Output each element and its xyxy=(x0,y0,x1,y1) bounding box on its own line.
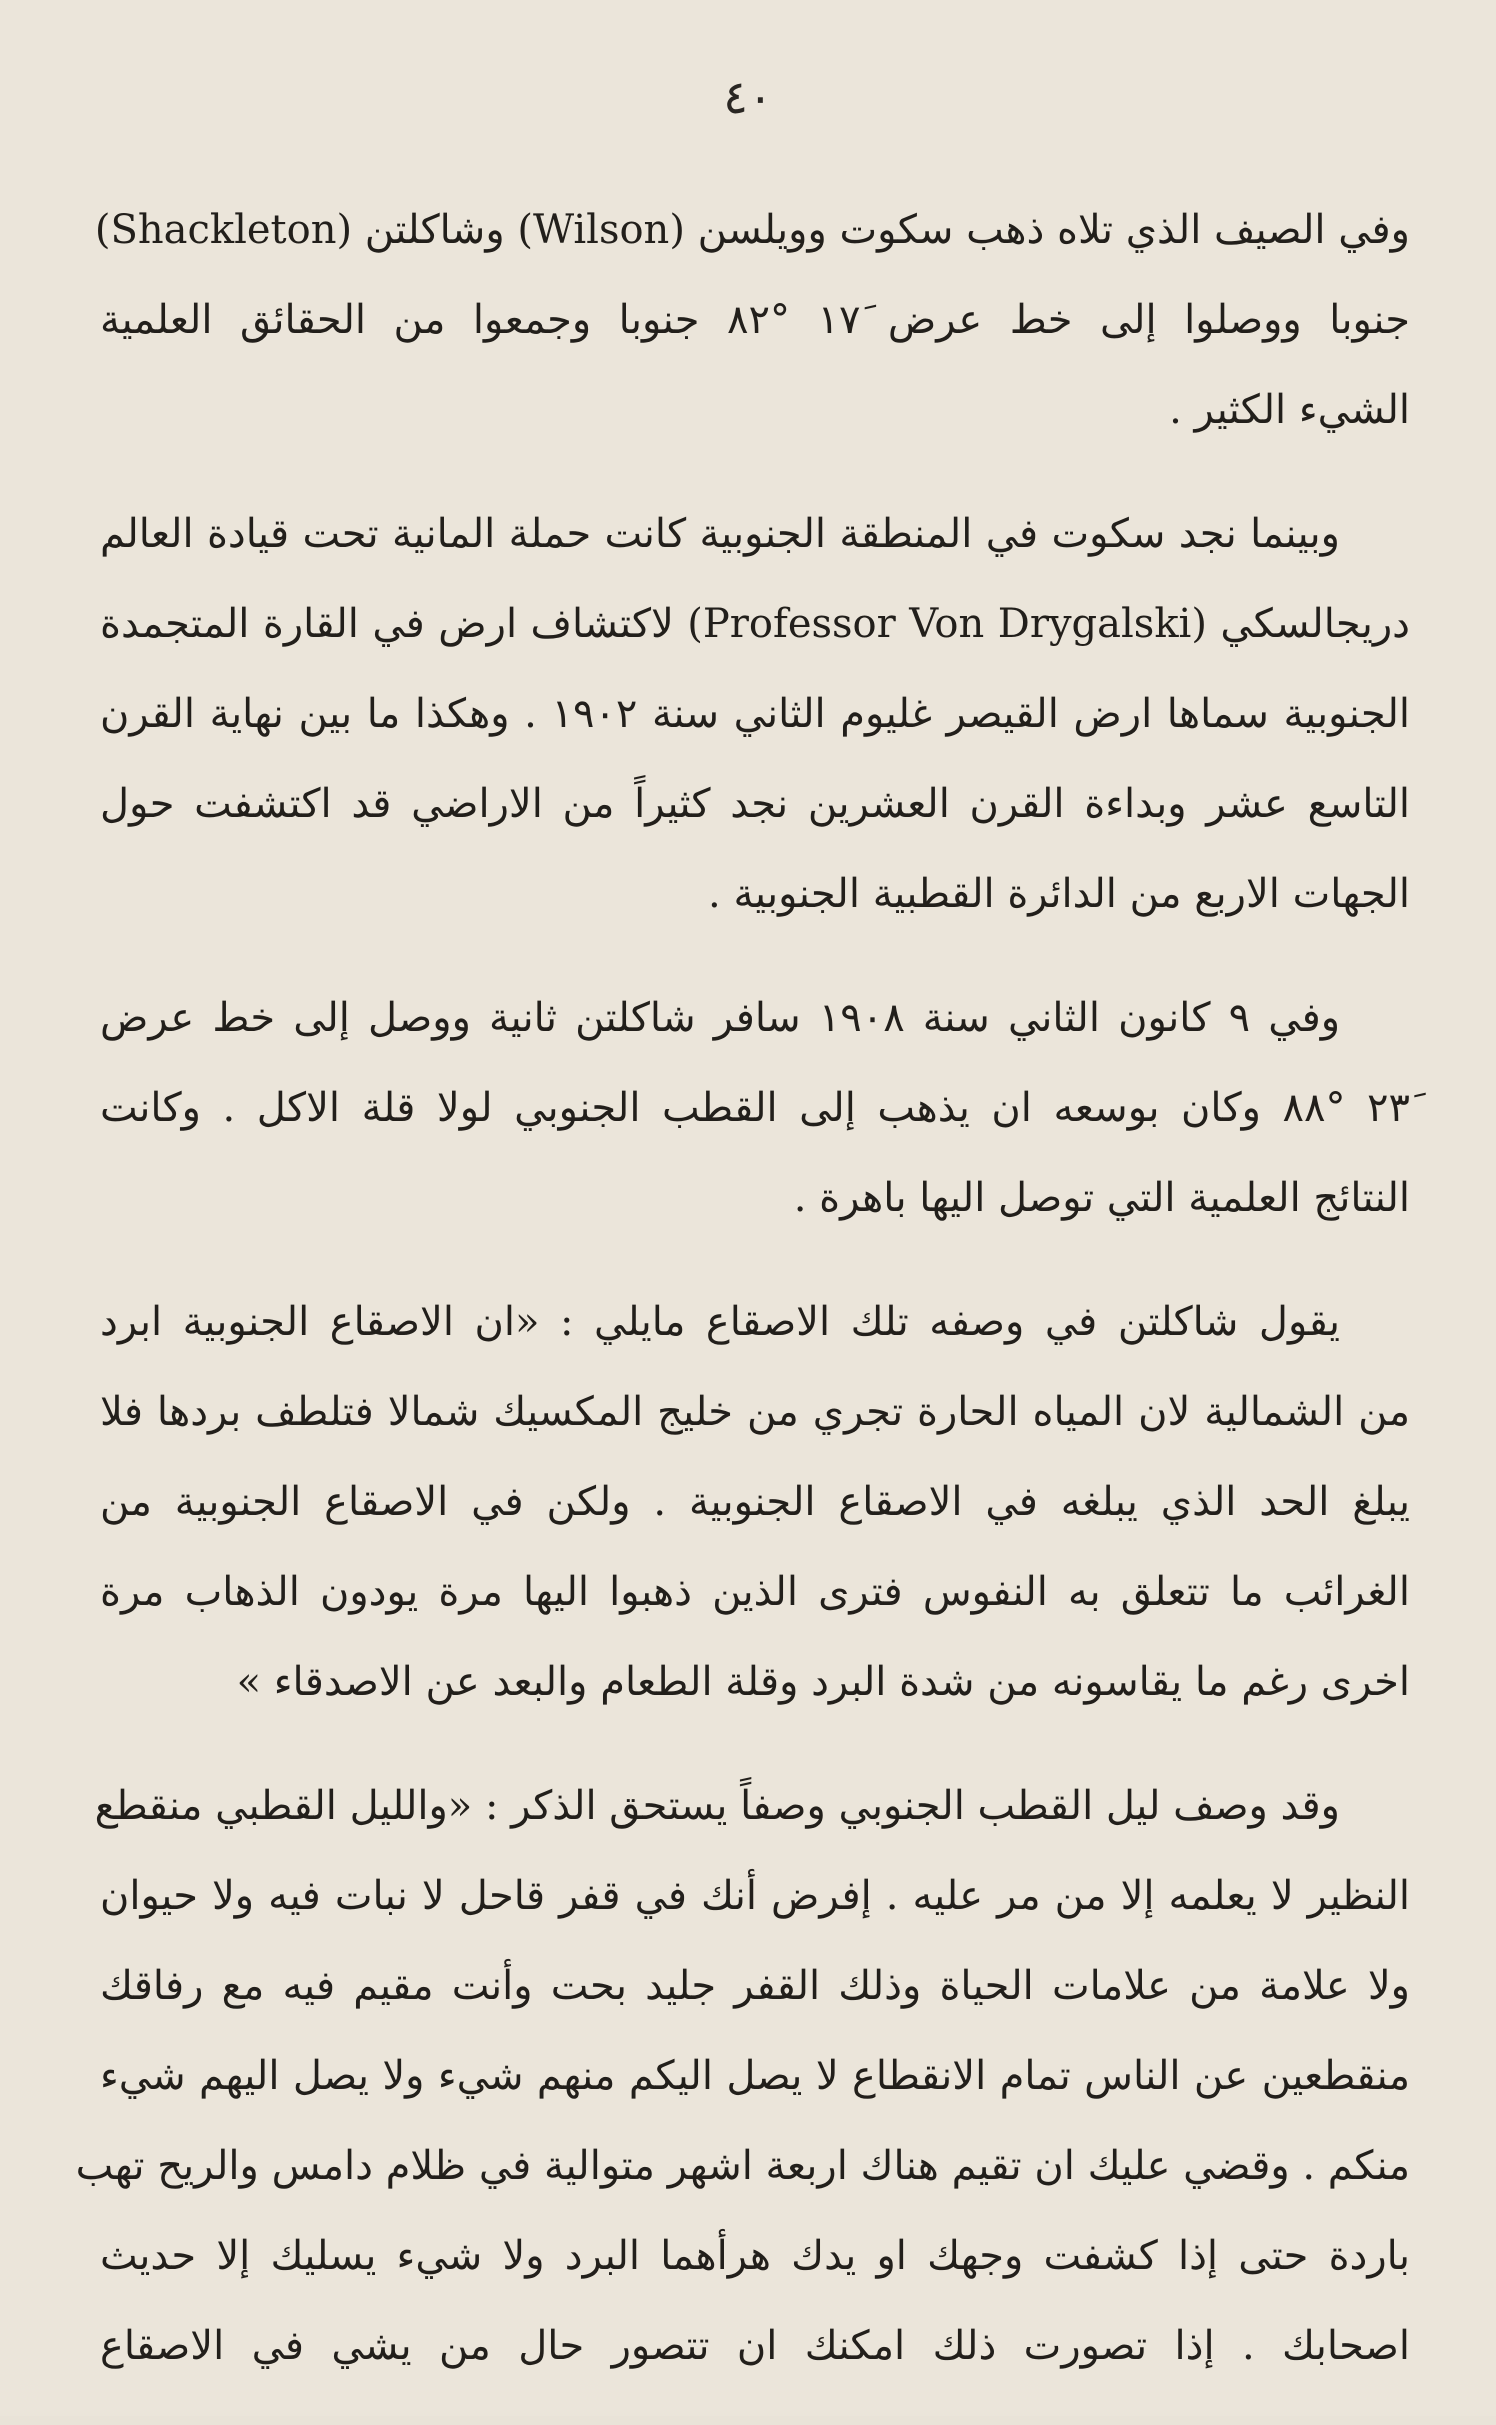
text-line: باردة حتى إذا كشفت وجهك او يدك هرأهما البرد ولا شيء يسليك إلا حديث xyxy=(100,2233,1410,2279)
text-line: وقد وصف ليل القطب الجنوبي وصفاً يستحق الذكر : «والليل القطبي منقطع xyxy=(94,1783,1340,1829)
text-line: وفي ٩ كانون الثاني سنة ١٩٠٨ سافر شاكلتن ثانية ووصل إلى خط عرض xyxy=(100,995,1341,1041)
paragraph xyxy=(100,1277,1410,1727)
text-line: منقطعين عن الناس تمام الانقطاع لا يصل اليكم منهم شيء ولا يصل اليهم شيء xyxy=(100,2053,1410,2099)
text-line: النظير لا يعلمه إلا من مر عليه . إفرض أنك في قفر قاحل لا نبات فيه ولا حيوان xyxy=(100,1873,1410,1919)
text-line: من الشمالية لان المياه الحارة تجري من خليج المكسيك شمالا فتلطف بردها فلا xyxy=(100,1389,1410,1435)
text-line: اصحابك . إذا تصورت ذلك امكنك ان تتصور حال من يشي في الاصقاع xyxy=(100,2323,1410,2369)
paragraph xyxy=(100,489,1410,939)
paragraph xyxy=(100,973,1410,1243)
text-line: ٢٣َ °٨٨ وكان بوسعه ان يذهب إلى القطب الجنوبي لولا قلة الاكل . وكانت xyxy=(100,1085,1410,1131)
text-line: الجهات الاربع من الدائرة القطبية الجنوبية . xyxy=(708,871,1410,917)
text-line: دريجالسكي (Professor Von Drygalski) لاكتشاف ارض في القارة المتجمدة xyxy=(100,601,1410,647)
text-line: الشيء الكثير . xyxy=(1169,387,1410,433)
text-line: منكم . وقضي عليك ان تقيم هناك اربعة اشهر متوالية في ظلام دامس والريح تهب xyxy=(75,2143,1410,2189)
paragraph xyxy=(94,185,1410,455)
text-line: ولا علامة من علامات الحياة وذلك القفر جليد بحت وأنت مقيم فيه مع رفاقك xyxy=(100,1963,1410,2009)
text-line: جنوبا ووصلوا إلى خط عرض ١٧َ °٨٢ جنوبا وجمعوا من الحقائق العلمية xyxy=(100,297,1410,343)
text-line: النتائج العلمية التي توصل اليها باهرة . xyxy=(793,1175,1410,1221)
body-text xyxy=(75,185,1410,2425)
text-line: يبلغ الحد الذي يبلغه في الاصقاع الجنوبية . ولكن في الاصقاع الجنوبية من xyxy=(100,1479,1410,1525)
text-line: يقول شاكلتن في وصفه تلك الاصقاع مايلي : «ان الاصقاع الجنوبية ابرد xyxy=(100,1299,1340,1345)
paragraph xyxy=(75,1761,1410,2391)
text-line: التاسع عشر وبداءة القرن العشرين نجد كثيراً من الاراضي قد اكتشفت حول xyxy=(100,781,1410,827)
text-line: الجنوبية سماها ارض القيصر غليوم الثاني سنة ١٩٠٢ . وهكذا ما بين نهاية القرن xyxy=(100,691,1410,737)
text-line: وفي الصيف الذي تلاه ذهب سكوت وويلسن (Wilson) وشاكلتن (Shackleton) xyxy=(94,207,1410,253)
text-line: الغرائب ما تتعلق به النفوس فترى الذين ذهبوا اليها مرة يودون الذهاب مرة xyxy=(100,1569,1410,1615)
page-number: ٤٠ xyxy=(723,70,773,124)
text-line: اخرى رغم ما يقاسونه من شدة البرد وقلة الطعام والبعد عن الاصدقاء » xyxy=(236,1659,1410,1705)
text-line: وبينما نجد سكوت في المنطقة الجنوبية كانت حملة المانية تحت قيادة العالم xyxy=(100,511,1340,557)
